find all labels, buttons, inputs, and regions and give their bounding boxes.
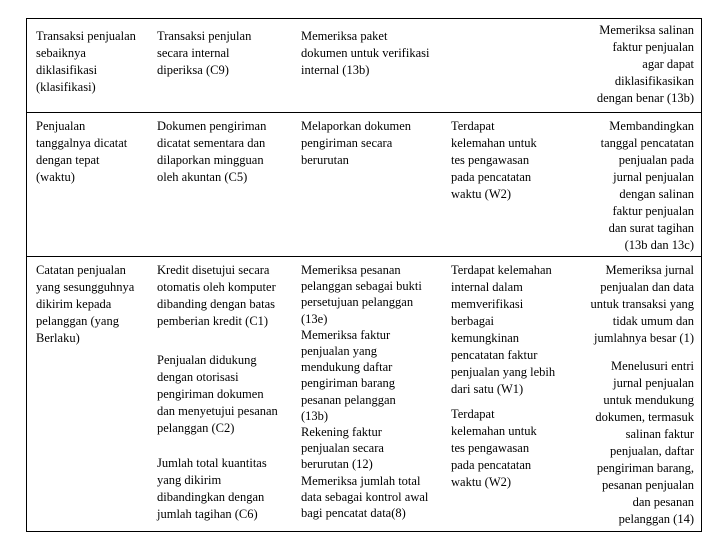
cell-line: yang sesungguhnya (36, 280, 135, 294)
cell-line: jurnal penjualan (613, 376, 694, 390)
cell-line: pada pencatatan (451, 458, 532, 472)
cell-line: Kredit disetujui secara (157, 263, 270, 277)
row1-test-of-control (301, 28, 429, 79)
cell-line: untuk transaksi yang (590, 297, 694, 311)
row3-substantive-journal (591, 262, 694, 347)
cell-line: tanggal pencatatan (600, 136, 694, 150)
cell-line: Transaksi penjualan (36, 29, 136, 43)
cell-line: Memeriksa paket (301, 29, 388, 43)
cell-line: oleh akuntan (C5) (157, 170, 248, 184)
cell-line: otomatis oleh komputer (157, 280, 276, 294)
cell-line: penjualan, daftar (610, 444, 694, 458)
cell-line: (13b dan 13c) (624, 238, 694, 252)
cell-line: berurutan (12) (301, 457, 373, 472)
row2-weakness (451, 118, 537, 203)
cell-line: pesanan pelanggan (301, 392, 396, 407)
cell-line: Catatan penjualan (36, 263, 126, 277)
row3-objective (36, 262, 134, 347)
cell-line: Dokumen pengiriman (157, 119, 267, 133)
row3-substantive-trace (595, 358, 694, 528)
cell-line: waktu (W2) (451, 187, 512, 201)
row2-substantive-test (601, 118, 694, 254)
cell-line: Memeriksa jurnal (605, 263, 694, 277)
cell-line: dan surat tagihan (608, 221, 694, 235)
row3-weakness-verification (451, 262, 555, 398)
cell-line: (klasifikasi) (36, 80, 96, 94)
cell-line: dari satu (W1) (451, 382, 524, 396)
cell-line: dengan otorisasi (157, 370, 239, 384)
row3-weakness-timing (451, 406, 537, 491)
row3-control-credit (157, 262, 276, 330)
cell-line: dan menyetujui pesanan (157, 404, 278, 418)
cell-line: kemungkinan (451, 331, 520, 345)
cell-line: pengiriman secara (301, 136, 393, 150)
cell-line: pengiriman barang, (596, 461, 694, 475)
cell-line: Terdapat (451, 407, 495, 421)
row2-test-of-control (301, 118, 411, 169)
cell-line: mendukung daftar (301, 360, 393, 375)
cell-line: dokumen, termasuk (595, 410, 694, 424)
cell-line: internal (13b) (301, 63, 370, 77)
cell-line: Penjualan (36, 119, 86, 133)
cell-line: Memeriksa faktur (301, 327, 391, 342)
cell-line: tanggalnya dicatat (36, 136, 128, 150)
cell-line: pencatatan faktur (451, 348, 538, 362)
cell-line: (13b) (301, 408, 329, 423)
cell-line: Memeriksa pesanan (301, 263, 401, 277)
cell-line: kelemahan untuk (451, 136, 537, 150)
cell-line: dan pesanan (632, 495, 694, 509)
cell-line: jumlah tagihan (C6) (157, 507, 258, 521)
row-divider-1 (26, 112, 702, 113)
cell-line: penjualan yang lebih (451, 365, 556, 379)
cell-line: Menelusuri entri (611, 359, 694, 373)
cell-line: Rekening faktur (301, 425, 382, 440)
cell-line: agar dapat (642, 57, 694, 71)
cell-line: penjualan pada (618, 153, 694, 167)
cell-line: internal dalam (451, 280, 523, 294)
cell-line: waktu (W2) (451, 475, 512, 489)
cell-line: sebaiknya (36, 46, 86, 60)
cell-line: dibandingkan dengan (157, 490, 265, 504)
cell-line: faktur penjualan (612, 40, 694, 54)
cell-line: Terdapat (451, 119, 495, 133)
row-divider-2 (26, 256, 702, 257)
cell-line: berurutan (301, 153, 349, 167)
cell-line: Penjualan didukung (157, 353, 257, 367)
cell-line: Melaporkan dokumen (301, 119, 412, 133)
cell-line: dengan salinan (619, 187, 694, 201)
cell-line: berbagai (451, 314, 495, 328)
cell-line: dilaporkan mingguan (157, 153, 264, 167)
cell-line: pesanan penjualan (602, 478, 694, 492)
row2-control (157, 118, 266, 186)
cell-line: Terdapat kelemahan (451, 263, 552, 277)
cell-line: salinan faktur (625, 427, 694, 441)
cell-line: tes pengawasan (451, 441, 530, 455)
row3-control-authorization (157, 352, 278, 437)
cell-line: dibanding dengan batas (157, 297, 276, 311)
cell-line: dicatat sementara dan (157, 136, 266, 150)
cell-line: kelemahan untuk (451, 424, 537, 438)
cell-line: tidak umum dan (612, 314, 694, 328)
cell-line: pelanggan sebagai bukti (301, 279, 422, 294)
row1-control (157, 28, 251, 79)
cell-line: pengiriman barang (301, 376, 396, 391)
cell-line: (13e) (301, 311, 328, 326)
cell-line: diklasifikasi (36, 63, 98, 77)
cell-line: penjualan secara (301, 441, 384, 456)
cell-line: data sebagai kontrol awal (301, 489, 429, 504)
cell-line: persetujuan pelanggan (301, 295, 414, 310)
cell-line: pelanggan (yang (36, 314, 119, 328)
cell-line: untuk mendukung (603, 393, 694, 407)
cell-line: (waktu) (36, 170, 75, 184)
cell-line: pelanggan (14) (618, 512, 694, 526)
cell-line: Transaksi penjulan (157, 29, 252, 43)
cell-line: pada pencatatan (451, 170, 532, 184)
row3-control-quantity (157, 455, 267, 523)
cell-line: jumlahnya besar (1) (594, 331, 694, 345)
cell-line: pelanggan (C2) (157, 421, 235, 435)
cell-line: yang dikirim (157, 473, 222, 487)
cell-line: faktur penjualan (612, 204, 694, 218)
cell-line: jurnal penjualan (613, 170, 694, 184)
row2-objective (36, 118, 127, 186)
cell-line: penjualan dan data (600, 280, 694, 294)
cell-line: Memeriksa jumlah total (301, 473, 421, 488)
row1-objective (36, 28, 136, 96)
cell-line: dokumen untuk verifikasi (301, 46, 430, 60)
cell-line: tes pengawasan (451, 153, 530, 167)
cell-line: pemberian kredit (C1) (157, 314, 269, 328)
cell-line: Jumlah total kuantitas (157, 456, 267, 470)
row3-test-of-control (301, 262, 428, 521)
cell-line: diklasifikasikan (614, 74, 694, 88)
cell-line: memverifikasi (451, 297, 524, 311)
cell-line: dikirim kepada (36, 297, 112, 311)
cell-line: diperiksa (C9) (157, 63, 229, 77)
cell-line: penjualan yang (301, 344, 378, 359)
cell-line: Membandingkan (609, 119, 694, 133)
cell-line: dengan benar (13b) (596, 91, 694, 105)
cell-line: bagi pencatat data(8) (301, 506, 406, 521)
cell-line: dengan tepat (36, 153, 100, 167)
cell-line: pengiriman dokumen (157, 387, 264, 401)
cell-line: secara internal (157, 46, 230, 60)
row1-substantive-test (597, 22, 694, 107)
cell-line: Memeriksa salinan (599, 23, 694, 37)
cell-line: Berlaku) (36, 331, 80, 345)
